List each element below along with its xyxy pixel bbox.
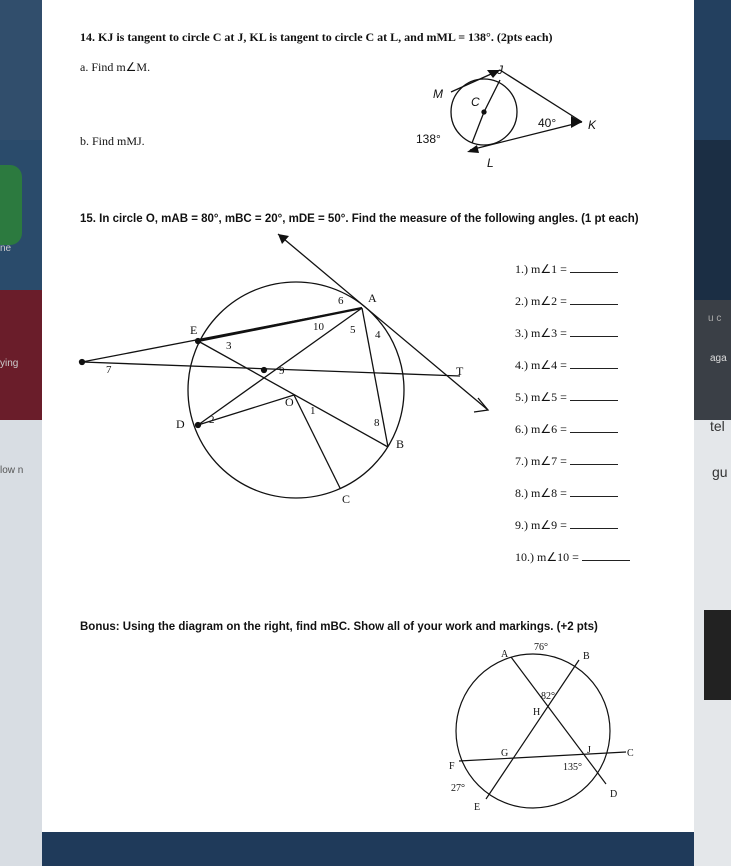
angle-label-1: 1 [310,405,316,417]
angle-label-4: 4 [375,329,381,341]
center-point [482,110,486,114]
point-exterior [80,360,85,365]
bonus-arc-ab: 76° [534,642,548,653]
label-t: T [456,364,464,378]
chord-oc [294,395,340,488]
angle-label-9: 9 [279,365,285,377]
answer-line-7[interactable]: 7.) m∠7 = [515,454,618,469]
bonus-label-g: G [501,748,509,759]
bonus-label-h: H [533,707,541,718]
answer-line-10[interactable]: 10.) m∠10 = [515,550,630,565]
radius-cl [472,112,484,143]
bonus-label-f: F [449,761,455,772]
label-m: M [433,87,443,101]
right-fragment-2: aga [710,353,727,364]
label-k: K [588,118,597,132]
point-e [196,339,201,344]
arrow-l [467,145,479,153]
label-c: C [342,492,351,506]
bonus-label-c: C [627,748,634,759]
arc-ml-value: 138° [416,132,441,146]
answer-line-4[interactable]: 4.) m∠4 = [515,358,618,373]
circle-o [188,282,404,498]
answer-line-8[interactable]: 8.) m∠8 = [515,486,618,501]
radius-cj [484,80,500,112]
bonus-arc-cd: 135° [563,762,582,773]
bonus-label-b: B [583,651,590,662]
tangent-line-a [278,234,488,410]
chord-ad [511,657,606,784]
q14-diagram [451,70,582,153]
answer-line-6[interactable]: 6.) m∠6 = [515,422,618,437]
tangent-kl [470,122,582,150]
label-e: E [190,323,198,337]
point-d [196,423,201,428]
chord-ea [198,308,362,341]
angle-label-8: 8 [374,417,380,429]
angle-label-7: 7 [106,364,112,376]
right-fragment-4: gu [712,464,728,480]
answer-line-1[interactable]: 1.) m∠1 = [515,262,618,277]
angle-label-10: 10 [313,321,324,333]
label-b: B [396,437,405,451]
bonus-heading: Bonus: Using the diagram on the right, find mBC. Show all of your work and markings. (+2 pts) [80,621,598,633]
bonus-angle-h: 82° [541,691,555,702]
secant-fc [459,752,626,761]
answer-line-5[interactable]: 5.) m∠5 = [515,390,618,405]
secant-line-t [82,362,460,376]
q14-heading: 14. KJ is tangent to circle C at J, KL is tangent to circle C at L, and mML = 138°. (2pts each) [80,30,553,44]
left-fragment-1: ne [0,243,12,254]
bonus-label-j: J [587,745,591,756]
label-o: O [285,395,294,409]
label-j: J [497,63,503,77]
angle-k-value: 40° [538,116,557,130]
angle-label-3: 3 [226,340,232,352]
angle-label-5: 5 [350,324,356,336]
q14-part-a: a. Find m∠M. [80,60,151,74]
label-c: C [471,95,480,109]
bonus-arc-ef: 27° [451,783,465,794]
angle-label-6: 6 [338,295,344,307]
angle-label-2: 2 [209,414,215,426]
answer-line-2[interactable]: 2.) m∠2 = [515,294,618,309]
right-fragment-1: u c [708,313,722,324]
point-intersection [262,368,267,373]
right-fragment-3: tel [710,418,725,434]
bonus-diagram [456,654,626,808]
bonus-label-e: E [474,802,481,813]
left-fragment-3: low n [0,465,24,476]
left-fragment-2: ying [0,358,19,369]
bonus-label-d: D [610,789,618,800]
q15-heading: 15. In circle O, mAB = 80°, mBC = 20°, mDE = 50°. Find the measure of the following angles. (1 pt each) [80,213,639,225]
bonus-circle [456,654,610,808]
bonus-label-a: A [501,649,509,660]
answer-line-9[interactable]: 9.) m∠9 = [515,518,618,533]
label-d: D [176,417,185,431]
answer-line-3[interactable]: 3.) m∠3 = [515,326,618,341]
label-l: L [487,156,494,170]
label-a: A [368,291,377,305]
q14-part-b: b. Find mMJ. [80,134,145,148]
